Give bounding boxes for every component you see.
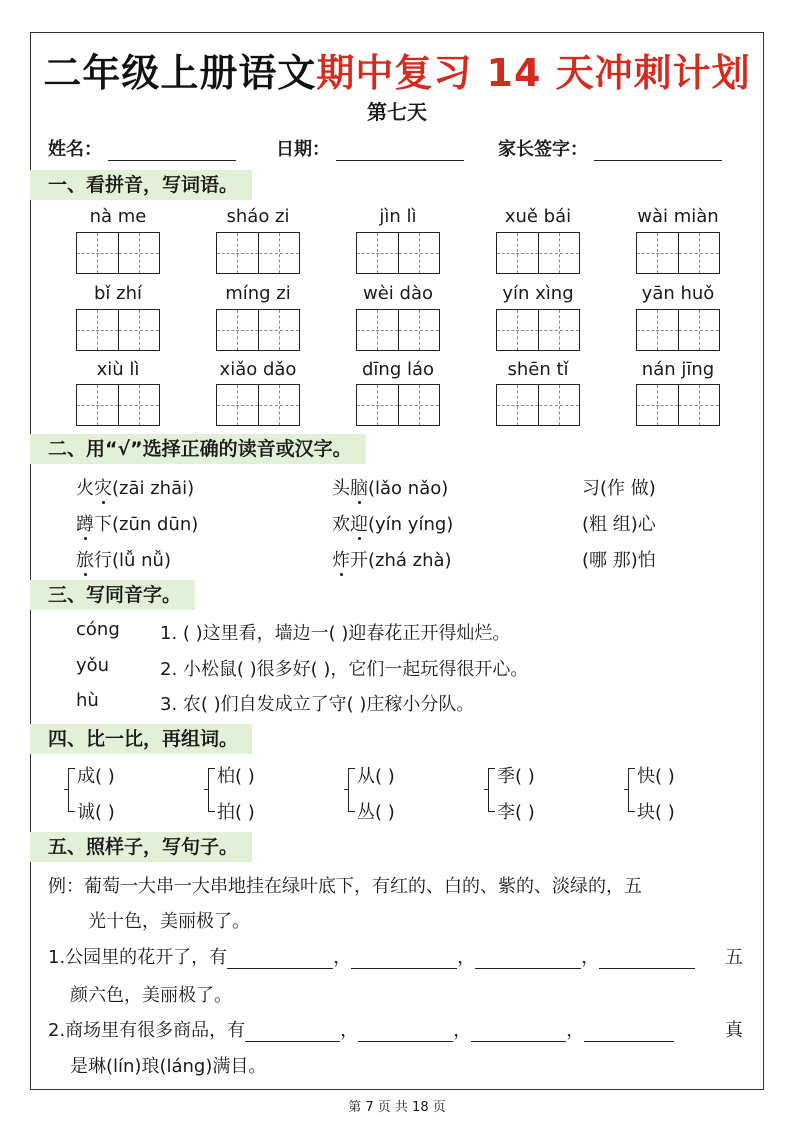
pinyin-label: sháo zi (226, 206, 290, 227)
pinyin-label: wèi dào (363, 283, 433, 304)
pinyin-label: xuě bái (504, 206, 572, 227)
compare-word[interactable]: 快( ) (637, 766, 675, 787)
section-2-heading: 二、用“√”选择正确的读音或汉字。 (30, 434, 366, 464)
compare-word[interactable]: 从( ) (357, 766, 395, 787)
compare-word[interactable]: 块( ) (637, 802, 675, 823)
choice-item[interactable]: 火灾(zāi zhāi) (76, 474, 194, 500)
tianzige-box[interactable] (636, 384, 720, 426)
tianzige-box[interactable] (216, 232, 300, 274)
pinyin-label: nà me (89, 206, 147, 227)
tianzige-box[interactable] (496, 232, 580, 274)
pinyin-label: yín xìng (502, 283, 574, 304)
bracket-mark (628, 768, 635, 812)
question-1: 1.公园里的花开了，有 ， ， ， (48, 943, 695, 969)
pinyin-label: shēn tǐ (507, 359, 569, 380)
pinyin-label: xiù lì (96, 359, 140, 380)
homophone-sentence[interactable]: 1. ( )这里看，墙边一( )迎春花正开得灿烂。 (160, 623, 511, 644)
choice-item[interactable]: 头脑(lǎo nǎo) (332, 474, 448, 500)
tianzige-box[interactable] (216, 309, 300, 351)
homophone-pinyin: yǒu (76, 655, 110, 676)
compare-word[interactable]: 成( ) (77, 766, 115, 787)
answer-blank[interactable] (584, 1021, 674, 1042)
homophone-pinyin: cóng (76, 619, 120, 640)
pinyin-label: bǐ zhí (93, 283, 142, 304)
compare-word[interactable]: 季( ) (497, 766, 535, 787)
pinyin-label: xiǎo dǎo (219, 359, 297, 380)
bracket-mark (488, 768, 495, 812)
signature-blank[interactable] (594, 140, 722, 161)
tianzige-box[interactable] (216, 384, 300, 426)
compare-word[interactable]: 拍( ) (217, 802, 255, 823)
section-1-heading: 一、看拼音，写词语。 (30, 170, 252, 200)
pinyin-label: míng zi (225, 283, 291, 304)
answer-blank[interactable] (475, 948, 581, 969)
bracket-mark (68, 768, 75, 812)
pinyin-label: yān huǒ (641, 283, 715, 304)
pinyin-label: wài miàn (637, 206, 719, 227)
choice-item[interactable]: 炸开(zhá zhà) (332, 546, 452, 572)
homophone-sentence[interactable]: 2. 小松鼠( )很多好( )，它们一起玩得很开心。 (160, 659, 529, 680)
tianzige-box[interactable] (496, 384, 580, 426)
section-5-heading: 五、照样子，写句子。 (30, 832, 252, 862)
answer-blank[interactable] (351, 948, 457, 969)
pinyin-label: jìn lì (379, 206, 417, 227)
compare-word[interactable]: 诚( ) (77, 802, 115, 823)
name-field: 姓名： (48, 135, 236, 161)
tianzige-box[interactable] (636, 309, 720, 351)
tianzige-box[interactable] (496, 309, 580, 351)
homophone-pinyin: hù (76, 690, 99, 711)
pinyin-label: nán jīng (641, 359, 715, 380)
question-2-end: 真 (725, 1020, 743, 1041)
choice-item[interactable]: 旅行(lǚ nǚ) (76, 546, 171, 572)
tianzige-box[interactable] (356, 309, 440, 351)
date-field: 日期： (276, 135, 464, 161)
compare-word[interactable]: 丛( ) (357, 802, 395, 823)
bracket-mark (348, 768, 355, 812)
example-sentence: 例：葡萄一大串一大串地挂在绿叶底下，有红的、白的、紫的、淡绿的，五 (48, 876, 642, 897)
tianzige-box[interactable] (76, 384, 160, 426)
name-blank[interactable] (108, 140, 236, 161)
question-1-end: 五 (725, 947, 743, 968)
pinyin-label: dīng láo (361, 359, 435, 380)
page-footer: 第 7 页 共 18 页 (348, 1100, 446, 1115)
tianzige-box[interactable] (356, 384, 440, 426)
compare-word[interactable]: 李( ) (497, 802, 535, 823)
answer-blank[interactable] (245, 1021, 340, 1042)
parent-signature-field: 家长签字： (498, 135, 722, 161)
homophone-sentence[interactable]: 3. 农( )们自发成立了守( )庄稼小分队。 (160, 694, 475, 715)
question-2: 2.商场里有很多商品，有 ， ， ， (48, 1016, 674, 1042)
choice-item[interactable]: (粗 组)心 (582, 514, 656, 535)
question-1-cont: 颜六色，美丽极了。 (70, 985, 232, 1006)
answer-blank[interactable] (599, 948, 695, 969)
section-4-heading: 四、比一比，再组词。 (30, 724, 252, 754)
choice-item[interactable]: (哪 那)怕 (582, 550, 656, 571)
bracket-mark (208, 768, 215, 812)
page-title: 二年级上册语文期中复习 14 天冲刺计划 (43, 51, 751, 95)
choice-item[interactable]: 习(作 做) (582, 478, 656, 499)
answer-blank[interactable] (471, 1021, 566, 1042)
choice-item[interactable]: 蹲下(zūn dūn) (76, 510, 198, 536)
date-blank[interactable] (336, 140, 464, 161)
tianzige-box[interactable] (76, 232, 160, 274)
section-3-heading: 三、写同音字。 (30, 580, 195, 610)
example-sentence-cont: 光十色，美丽极了。 (88, 911, 250, 932)
answer-blank[interactable] (227, 948, 333, 969)
tianzige-box[interactable] (636, 232, 720, 274)
question-2-cont: 是琳(lín)琅(láng)满目。 (70, 1056, 267, 1077)
answer-blank[interactable] (358, 1021, 453, 1042)
compare-word[interactable]: 柏( ) (217, 766, 255, 787)
day-subtitle: 第七天 (367, 100, 427, 124)
tianzige-box[interactable] (356, 232, 440, 274)
tianzige-box[interactable] (76, 309, 160, 351)
choice-item[interactable]: 欢迎(yín yíng) (332, 510, 453, 536)
